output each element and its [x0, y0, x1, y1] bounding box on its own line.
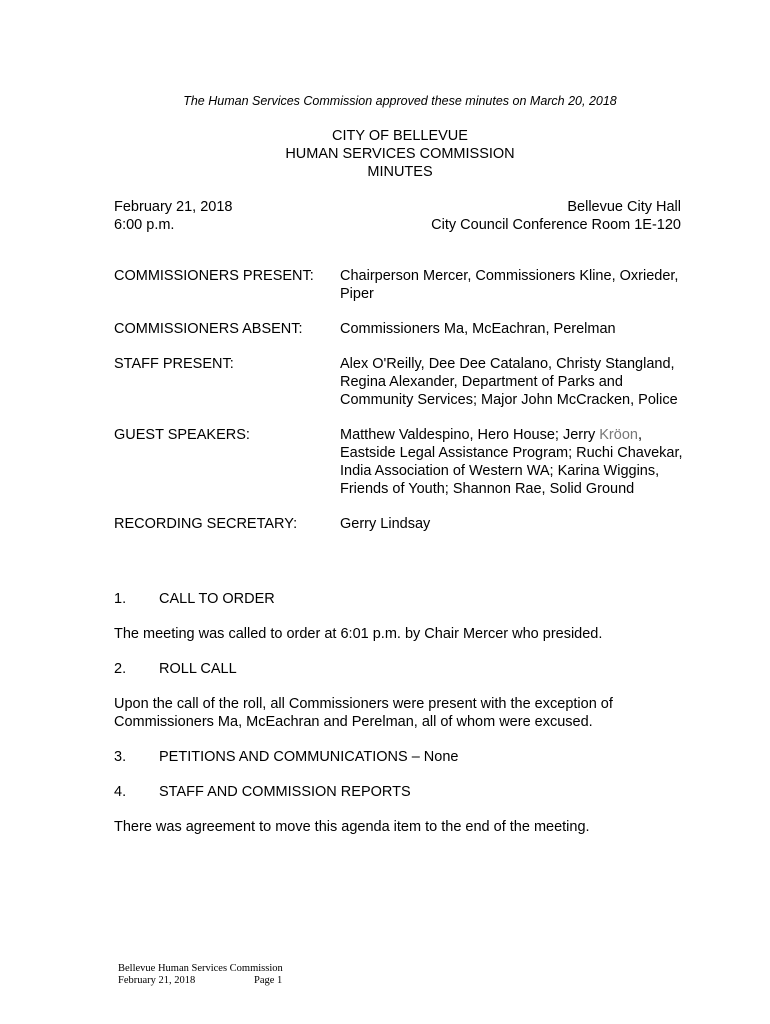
commissioners-present-row — [114, 267, 694, 303]
agenda-item-1-text: The meeting was called to order at 6:01 p.m. by Chair Mercer who presided. — [114, 626, 603, 642]
commissioners-absent-value: Commissioners Ma, McEachran, Perelman — [340, 321, 616, 337]
recording-secretary-row — [114, 515, 694, 533]
agenda-item-title: STAFF AND COMMISSION REPORTS — [159, 784, 411, 800]
footer-line-2 — [118, 975, 283, 987]
agenda-item-title: PETITIONS AND COMMUNICATIONS – None — [159, 749, 459, 765]
title-minutes: MINUTES — [367, 164, 433, 180]
agenda-items — [114, 590, 694, 853]
commissioners-absent-label: COMMISSIONERS ABSENT: — [114, 321, 303, 337]
staff-present-row — [114, 355, 694, 409]
page-footer — [118, 963, 283, 987]
agenda-item-1-heading — [114, 590, 694, 608]
commissioners-present-label: COMMISSIONERS PRESENT: — [114, 268, 314, 284]
agenda-item-3-heading — [114, 748, 694, 766]
agenda-item-number: 4. — [114, 784, 127, 800]
commissioners-present-value: Chairperson Mercer, Commissioners Kline, Oxrieder, Piper — [340, 268, 679, 302]
footer-page-number: Page 1 — [254, 975, 283, 986]
agenda-item-2-text: Upon the call of the roll, all Commissioners were present with the exception of Commissioners Ma, McEachran and Perelman, all of whom were excused. — [114, 696, 613, 730]
agenda-item-number: 2. — [114, 661, 127, 677]
guest-speakers-text-start: Matthew Valdespino, Hero House; Jerry — [340, 427, 600, 443]
staff-present-value: Alex O'Reilly, Dee Dee Catalano, Christy Stangland, Regina Alexander, Department of Parks and Community Services; Major John McCracken, Police — [340, 356, 678, 408]
agenda-item-2-heading — [114, 660, 694, 678]
agenda-item-4-heading — [114, 783, 694, 801]
agenda-item-number: 3. — [114, 749, 127, 765]
location-room: City Council Conference Room 1E-120 — [431, 217, 681, 233]
commissioners-absent-row — [114, 320, 694, 338]
meeting-datetime — [114, 198, 233, 234]
guest-speakers-label: GUEST SPEAKERS: — [114, 427, 250, 443]
title-city: CITY OF BELLEVUE — [332, 128, 468, 144]
approval-note: The Human Services Commission approved these minutes on March 20, 2018 — [183, 94, 617, 108]
title-commission: HUMAN SERVICES COMMISSION — [285, 146, 515, 162]
document-title — [0, 127, 770, 181]
meeting-time: 6:00 p.m. — [114, 217, 175, 233]
guest-speakers-row — [114, 426, 694, 498]
staff-present-label: STAFF PRESENT: — [114, 356, 234, 372]
meeting-date: February 21, 2018 — [114, 199, 233, 215]
agenda-item-4-text: There was agreement to move this agenda item to the end of the meeting. — [114, 819, 590, 835]
agenda-item-title: CALL TO ORDER — [159, 591, 275, 607]
recording-secretary-label: RECORDING SECRETARY: — [114, 516, 298, 532]
guest-speaker-name-kroon: Kröon — [599, 427, 638, 443]
agenda-item-number: 1. — [114, 591, 127, 607]
agenda-item-title: ROLL CALL — [159, 661, 237, 677]
recording-secretary-value: Gerry Lindsay — [340, 516, 431, 532]
footer-date: February 21, 2018 — [118, 975, 196, 986]
meeting-location — [431, 198, 681, 234]
location-building: Bellevue City Hall — [567, 199, 681, 215]
attendance-section — [114, 267, 694, 550]
guest-speakers-value — [340, 426, 690, 498]
guest-speakers-text-end: , Eastside Legal Assistance Program; Ruchi Chavekar, India Association of Western WA; Karina Wiggins, Friends of Youth; Shannon Rae, Solid Ground — [340, 427, 683, 497]
footer-organization: Bellevue Human Services Commission — [118, 963, 283, 974]
